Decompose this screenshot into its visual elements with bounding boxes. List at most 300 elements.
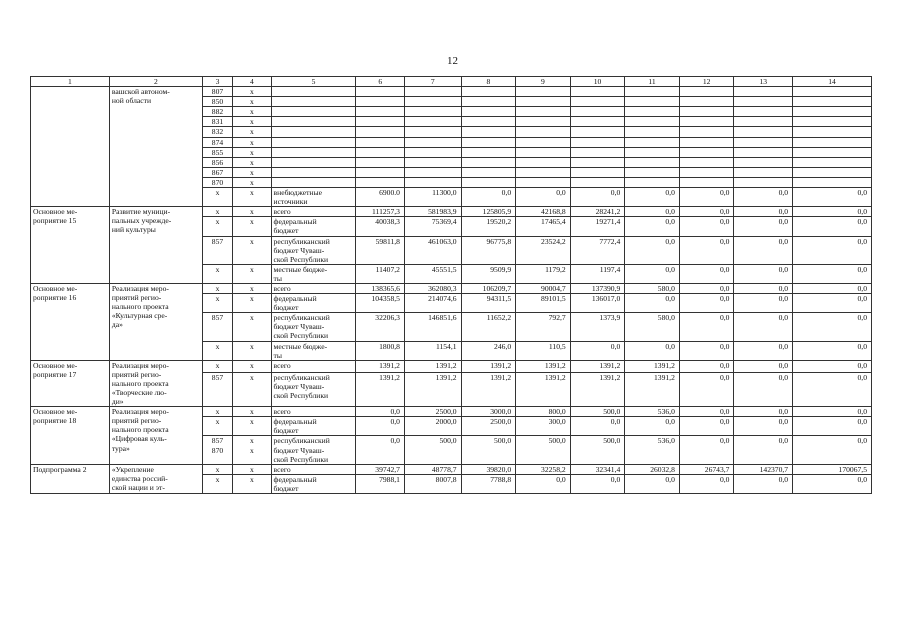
value-cell: 0,0 <box>516 188 571 207</box>
value-cell: 0,0 <box>793 474 872 493</box>
value-cell: 0,0 <box>734 313 793 341</box>
value-cell: 0,0 <box>625 217 680 236</box>
value-cell <box>461 177 516 187</box>
code-cell: x <box>233 157 271 167</box>
event-title-cell: Реализация меро- приятий регио- нального проекта «Культурная сре- да» <box>109 283 202 360</box>
value-cell <box>356 147 405 157</box>
event-title-cell: Реализация меро- приятий регио- нального проекта «Творческие лю- ди» <box>109 360 202 406</box>
value-cell: 0,0 <box>679 407 734 417</box>
value-cell: 0,0 <box>793 360 872 372</box>
value-cell <box>793 167 872 177</box>
column-header: 13 <box>734 77 793 87</box>
value-cell: 500,0 <box>570 407 625 417</box>
code-cell: x <box>202 341 232 360</box>
value-cell: 0,0 <box>734 341 793 360</box>
code-cell: x <box>233 341 271 360</box>
value-cell: 2000,0 <box>404 417 461 436</box>
column-header: 9 <box>516 77 571 87</box>
code-cell: x x <box>233 436 271 464</box>
event-name-cell: Подпрограмма 2 <box>31 464 110 493</box>
value-cell: 1391,2 <box>516 372 571 406</box>
value-cell: 0,0 <box>793 372 872 406</box>
value-cell <box>793 117 872 127</box>
funding-source-cell: всего <box>271 407 356 417</box>
value-cell: 26032,8 <box>625 464 680 474</box>
value-cell <box>734 107 793 117</box>
value-cell: 0,0 <box>625 264 680 283</box>
value-cell <box>570 167 625 177</box>
funding-source-cell: республиканский бюджет Чуваш- ской Республики <box>271 436 356 464</box>
value-cell <box>461 167 516 177</box>
funding-source-cell: всего <box>271 360 356 372</box>
budget-table-container <box>30 76 872 494</box>
value-cell: 75369,4 <box>404 217 461 236</box>
value-cell: 0,0 <box>734 417 793 436</box>
event-title-cell: вашской автоном- ной области <box>109 87 202 207</box>
value-cell: 0,0 <box>734 283 793 293</box>
value-cell: 0,0 <box>625 294 680 313</box>
value-cell: 0,0 <box>625 341 680 360</box>
value-cell: 48778,7 <box>404 464 461 474</box>
value-cell <box>679 177 734 187</box>
value-cell <box>625 157 680 167</box>
value-cell <box>570 127 625 137</box>
table-row <box>31 464 872 474</box>
code-cell: 807 <box>202 87 232 97</box>
column-header: 7 <box>404 77 461 87</box>
value-cell <box>625 167 680 177</box>
value-cell <box>570 87 625 97</box>
event-name-cell: Основное ме- роприятие 17 <box>31 360 110 406</box>
value-cell <box>625 107 680 117</box>
value-cell: 11652,2 <box>461 313 516 341</box>
code-cell: x <box>233 464 271 474</box>
value-cell: 0,0 <box>793 436 872 464</box>
value-cell <box>734 167 793 177</box>
code-cell: x <box>202 294 232 313</box>
value-cell: 137390,9 <box>570 283 625 293</box>
value-cell <box>793 127 872 137</box>
value-cell: 0,0 <box>793 283 872 293</box>
value-cell <box>516 107 571 117</box>
funding-source-cell: федеральный бюджет <box>271 294 356 313</box>
value-cell <box>793 107 872 117</box>
column-header: 2 <box>109 77 202 87</box>
header-row <box>31 77 872 87</box>
code-cell: x <box>202 360 232 372</box>
event-title-cell: «Укрепление единства россий- ской нации и эт- <box>109 464 202 493</box>
value-cell <box>679 97 734 107</box>
code-cell: x <box>233 97 271 107</box>
funding-source-cell: федеральный бюджет <box>271 417 356 436</box>
value-cell <box>516 137 571 147</box>
value-cell <box>461 117 516 127</box>
code-cell: x <box>202 188 232 207</box>
column-header: 12 <box>679 77 734 87</box>
value-cell: 40038,3 <box>356 217 405 236</box>
value-cell <box>679 167 734 177</box>
value-cell: 0,0 <box>625 236 680 264</box>
value-cell: 2500,0 <box>404 407 461 417</box>
value-cell: 110,5 <box>516 341 571 360</box>
code-cell: x <box>233 137 271 147</box>
code-cell: x <box>233 283 271 293</box>
code-cell: x <box>233 360 271 372</box>
column-header: 1 <box>31 77 110 87</box>
value-cell <box>793 97 872 107</box>
code-cell: 857 870 <box>202 436 232 464</box>
column-header: 6 <box>356 77 405 87</box>
value-cell <box>734 147 793 157</box>
value-cell: 500,0 <box>461 436 516 464</box>
value-cell <box>356 157 405 167</box>
code-cell: 857 <box>202 313 232 341</box>
table-row <box>31 407 872 417</box>
value-cell <box>570 147 625 157</box>
value-cell: 580,0 <box>625 283 680 293</box>
code-cell: 856 <box>202 157 232 167</box>
value-cell <box>625 87 680 97</box>
code-cell: x <box>233 236 271 264</box>
value-cell: 0,0 <box>679 236 734 264</box>
code-cell: x <box>233 207 271 217</box>
funding-source-cell: всего <box>271 283 356 293</box>
value-cell <box>625 137 680 147</box>
value-cell: 1391,2 <box>625 360 680 372</box>
value-cell <box>570 137 625 147</box>
code-cell: x <box>233 107 271 117</box>
value-cell <box>404 97 461 107</box>
value-cell: 1391,2 <box>404 372 461 406</box>
value-cell: 0,0 <box>679 264 734 283</box>
value-cell: 6900.0 <box>356 188 405 207</box>
value-cell: 792,7 <box>516 313 571 341</box>
value-cell: 0,0 <box>734 372 793 406</box>
value-cell: 536,0 <box>625 407 680 417</box>
value-cell <box>404 157 461 167</box>
table-row <box>31 87 872 97</box>
code-cell: x <box>233 294 271 313</box>
value-cell: 94311,5 <box>461 294 516 313</box>
value-cell: 0,0 <box>625 474 680 493</box>
value-cell: 0,0 <box>679 360 734 372</box>
value-cell: 90004,7 <box>516 283 571 293</box>
value-cell: 0,0 <box>679 417 734 436</box>
value-cell: 104358,5 <box>356 294 405 313</box>
value-cell: 1391,2 <box>625 372 680 406</box>
value-cell <box>516 87 571 97</box>
value-cell: 39820,0 <box>461 464 516 474</box>
value-cell: 0,0 <box>734 207 793 217</box>
value-cell <box>679 137 734 147</box>
value-cell: 0,0 <box>679 188 734 207</box>
value-cell: 500,0 <box>516 436 571 464</box>
code-cell: x <box>202 464 232 474</box>
value-cell: 11300,0 <box>404 188 461 207</box>
value-cell: 0,0 <box>679 313 734 341</box>
budget-table <box>30 76 872 494</box>
value-cell: 1391,2 <box>356 372 405 406</box>
value-cell: 0,0 <box>734 188 793 207</box>
value-cell: 45551,5 <box>404 264 461 283</box>
value-cell <box>625 177 680 187</box>
value-cell <box>570 117 625 127</box>
value-cell: 1179,2 <box>516 264 571 283</box>
value-cell <box>570 107 625 117</box>
funding-source-cell: республиканский бюджет Чуваш- ской Республики <box>271 236 356 264</box>
code-cell: 850 <box>202 97 232 107</box>
value-cell: 536,0 <box>625 436 680 464</box>
funding-source-cell <box>271 127 356 137</box>
value-cell: 0,0 <box>356 417 405 436</box>
value-cell: 11407,2 <box>356 264 405 283</box>
table-row <box>31 207 872 217</box>
funding-source-cell <box>271 147 356 157</box>
value-cell <box>734 117 793 127</box>
value-cell <box>461 157 516 167</box>
value-cell: 580,0 <box>625 313 680 341</box>
funding-source-cell: федеральный бюджет <box>271 474 356 493</box>
value-cell: 0,0 <box>793 188 872 207</box>
code-cell: 857 <box>202 236 232 264</box>
funding-source-cell <box>271 157 356 167</box>
value-cell: 0,0 <box>356 407 405 417</box>
value-cell: 0,0 <box>734 264 793 283</box>
event-name-cell: Основное ме- роприятие 15 <box>31 207 110 284</box>
column-header: 8 <box>461 77 516 87</box>
value-cell <box>356 97 405 107</box>
value-cell: 0,0 <box>570 188 625 207</box>
value-cell: 0,0 <box>793 341 872 360</box>
value-cell <box>793 157 872 167</box>
code-cell: x <box>233 147 271 157</box>
value-cell: 3000,0 <box>461 407 516 417</box>
value-cell: 1800,8 <box>356 341 405 360</box>
code-cell: x <box>202 264 232 283</box>
funding-source-cell: местные бюдже- ты <box>271 264 356 283</box>
value-cell: 7988,1 <box>356 474 405 493</box>
value-cell: 0,0 <box>793 294 872 313</box>
value-cell: 111257,3 <box>356 207 405 217</box>
value-cell: 7788,8 <box>461 474 516 493</box>
value-cell <box>461 107 516 117</box>
value-cell: 1391,2 <box>356 360 405 372</box>
page-number: 12 <box>447 55 458 67</box>
value-cell <box>793 147 872 157</box>
value-cell: 1391,2 <box>404 360 461 372</box>
code-cell: x <box>233 188 271 207</box>
value-cell: 0,0 <box>679 341 734 360</box>
value-cell: 9509,9 <box>461 264 516 283</box>
column-header: 10 <box>570 77 625 87</box>
value-cell <box>461 87 516 97</box>
value-cell: 0,0 <box>679 436 734 464</box>
value-cell: 142370,7 <box>734 464 793 474</box>
value-cell: 0,0 <box>734 360 793 372</box>
code-cell: x <box>233 217 271 236</box>
value-cell <box>793 137 872 147</box>
column-header: 5 <box>271 77 356 87</box>
value-cell <box>461 97 516 107</box>
code-cell: 874 <box>202 137 232 147</box>
funding-source-cell: всего <box>271 207 356 217</box>
value-cell: 89101,5 <box>516 294 571 313</box>
value-cell: 138365,6 <box>356 283 405 293</box>
code-cell: x <box>202 474 232 493</box>
value-cell <box>734 97 793 107</box>
code-cell: x <box>233 87 271 97</box>
value-cell <box>516 147 571 157</box>
value-cell: 0,0 <box>679 294 734 313</box>
value-cell <box>404 107 461 117</box>
funding-source-cell <box>271 117 356 127</box>
value-cell <box>570 177 625 187</box>
funding-source-cell: местные бюдже- ты <box>271 341 356 360</box>
value-cell: 146851,6 <box>404 313 461 341</box>
value-cell <box>570 97 625 107</box>
value-cell <box>734 137 793 147</box>
value-cell <box>356 117 405 127</box>
value-cell <box>356 87 405 97</box>
funding-source-cell: республиканский бюджет Чуваш- ской Республики <box>271 372 356 406</box>
value-cell: 500,0 <box>570 436 625 464</box>
value-cell: 0,0 <box>734 407 793 417</box>
value-cell <box>734 177 793 187</box>
value-cell <box>516 177 571 187</box>
value-cell <box>356 107 405 117</box>
value-cell: 500,0 <box>404 436 461 464</box>
value-cell: 461063,0 <box>404 236 461 264</box>
value-cell: 1391,2 <box>516 360 571 372</box>
value-cell: 1197,4 <box>570 264 625 283</box>
value-cell: 0,0 <box>793 207 872 217</box>
code-cell: 867 <box>202 167 232 177</box>
value-cell: 59811,8 <box>356 236 405 264</box>
value-cell: 1391,2 <box>461 360 516 372</box>
value-cell: 0,0 <box>679 217 734 236</box>
value-cell: 0,0 <box>356 436 405 464</box>
value-cell: 1154,1 <box>404 341 461 360</box>
value-cell: 170067,5 <box>793 464 872 474</box>
value-cell <box>461 147 516 157</box>
value-cell: 0,0 <box>734 474 793 493</box>
value-cell: 1391,2 <box>461 372 516 406</box>
value-cell: 106209,7 <box>461 283 516 293</box>
value-cell <box>404 87 461 97</box>
code-cell: x <box>202 217 232 236</box>
value-cell: 0,0 <box>679 372 734 406</box>
value-cell: 0,0 <box>516 474 571 493</box>
value-cell <box>734 87 793 97</box>
value-cell: 362080,3 <box>404 283 461 293</box>
code-cell: x <box>233 177 271 187</box>
value-cell: 0,0 <box>793 264 872 283</box>
value-cell: 8007,8 <box>404 474 461 493</box>
code-cell: 855 <box>202 147 232 157</box>
value-cell <box>679 147 734 157</box>
value-cell: 96775,8 <box>461 236 516 264</box>
value-cell: 581983,9 <box>404 207 461 217</box>
funding-source-cell: республиканский бюджет Чуваш- ской Республики <box>271 313 356 341</box>
value-cell <box>356 127 405 137</box>
value-cell: 7772,4 <box>570 236 625 264</box>
code-cell: x <box>202 407 232 417</box>
code-cell: x <box>233 417 271 436</box>
value-cell <box>516 167 571 177</box>
value-cell: 800,0 <box>516 407 571 417</box>
value-cell: 0,0 <box>793 236 872 264</box>
value-cell: 0,0 <box>570 341 625 360</box>
code-cell: 870 <box>202 177 232 187</box>
value-cell: 0,0 <box>734 236 793 264</box>
value-cell: 1391,2 <box>570 372 625 406</box>
code-cell: x <box>233 313 271 341</box>
column-header: 3 <box>202 77 232 87</box>
value-cell <box>625 97 680 107</box>
funding-source-cell: федеральный бюджет <box>271 217 356 236</box>
value-cell: 136017,0 <box>570 294 625 313</box>
code-cell: x <box>233 474 271 493</box>
code-cell: 832 <box>202 127 232 137</box>
code-cell: x <box>202 283 232 293</box>
funding-source-cell <box>271 167 356 177</box>
value-cell <box>570 157 625 167</box>
value-cell: 17465,4 <box>516 217 571 236</box>
value-cell <box>516 117 571 127</box>
value-cell: 19271,4 <box>570 217 625 236</box>
funding-source-cell <box>271 177 356 187</box>
value-cell: 39742,7 <box>356 464 405 474</box>
value-cell <box>679 127 734 137</box>
value-cell: 0,0 <box>461 188 516 207</box>
value-cell: 0,0 <box>625 188 680 207</box>
value-cell: 0,0 <box>734 436 793 464</box>
value-cell: 2500,0 <box>461 417 516 436</box>
value-cell: 0,0 <box>570 417 625 436</box>
event-name-cell: Основное ме- роприятие 18 <box>31 407 110 465</box>
value-cell <box>793 87 872 97</box>
value-cell <box>516 157 571 167</box>
funding-source-cell <box>271 107 356 117</box>
funding-source-cell: всего <box>271 464 356 474</box>
code-cell: 882 <box>202 107 232 117</box>
column-header: 14 <box>793 77 872 87</box>
value-cell: 300,0 <box>516 417 571 436</box>
value-cell: 0,0 <box>734 294 793 313</box>
value-cell: 0,0 <box>793 417 872 436</box>
value-cell <box>679 117 734 127</box>
value-cell <box>404 177 461 187</box>
funding-source-cell <box>271 97 356 107</box>
table-row <box>31 283 872 293</box>
value-cell <box>516 127 571 137</box>
value-cell <box>404 167 461 177</box>
value-cell <box>679 157 734 167</box>
value-cell <box>404 117 461 127</box>
value-cell <box>356 137 405 147</box>
code-cell: x <box>202 207 232 217</box>
event-name-cell <box>31 87 110 207</box>
value-cell <box>356 177 405 187</box>
value-cell: 0,0 <box>625 207 680 217</box>
value-cell: 0,0 <box>570 474 625 493</box>
value-cell: 0,0 <box>679 474 734 493</box>
value-cell: 28241,2 <box>570 207 625 217</box>
value-cell: 42168,8 <box>516 207 571 217</box>
value-cell: 19520,2 <box>461 217 516 236</box>
code-cell: x <box>233 372 271 406</box>
event-name-cell: Основное ме- роприятие 16 <box>31 283 110 360</box>
